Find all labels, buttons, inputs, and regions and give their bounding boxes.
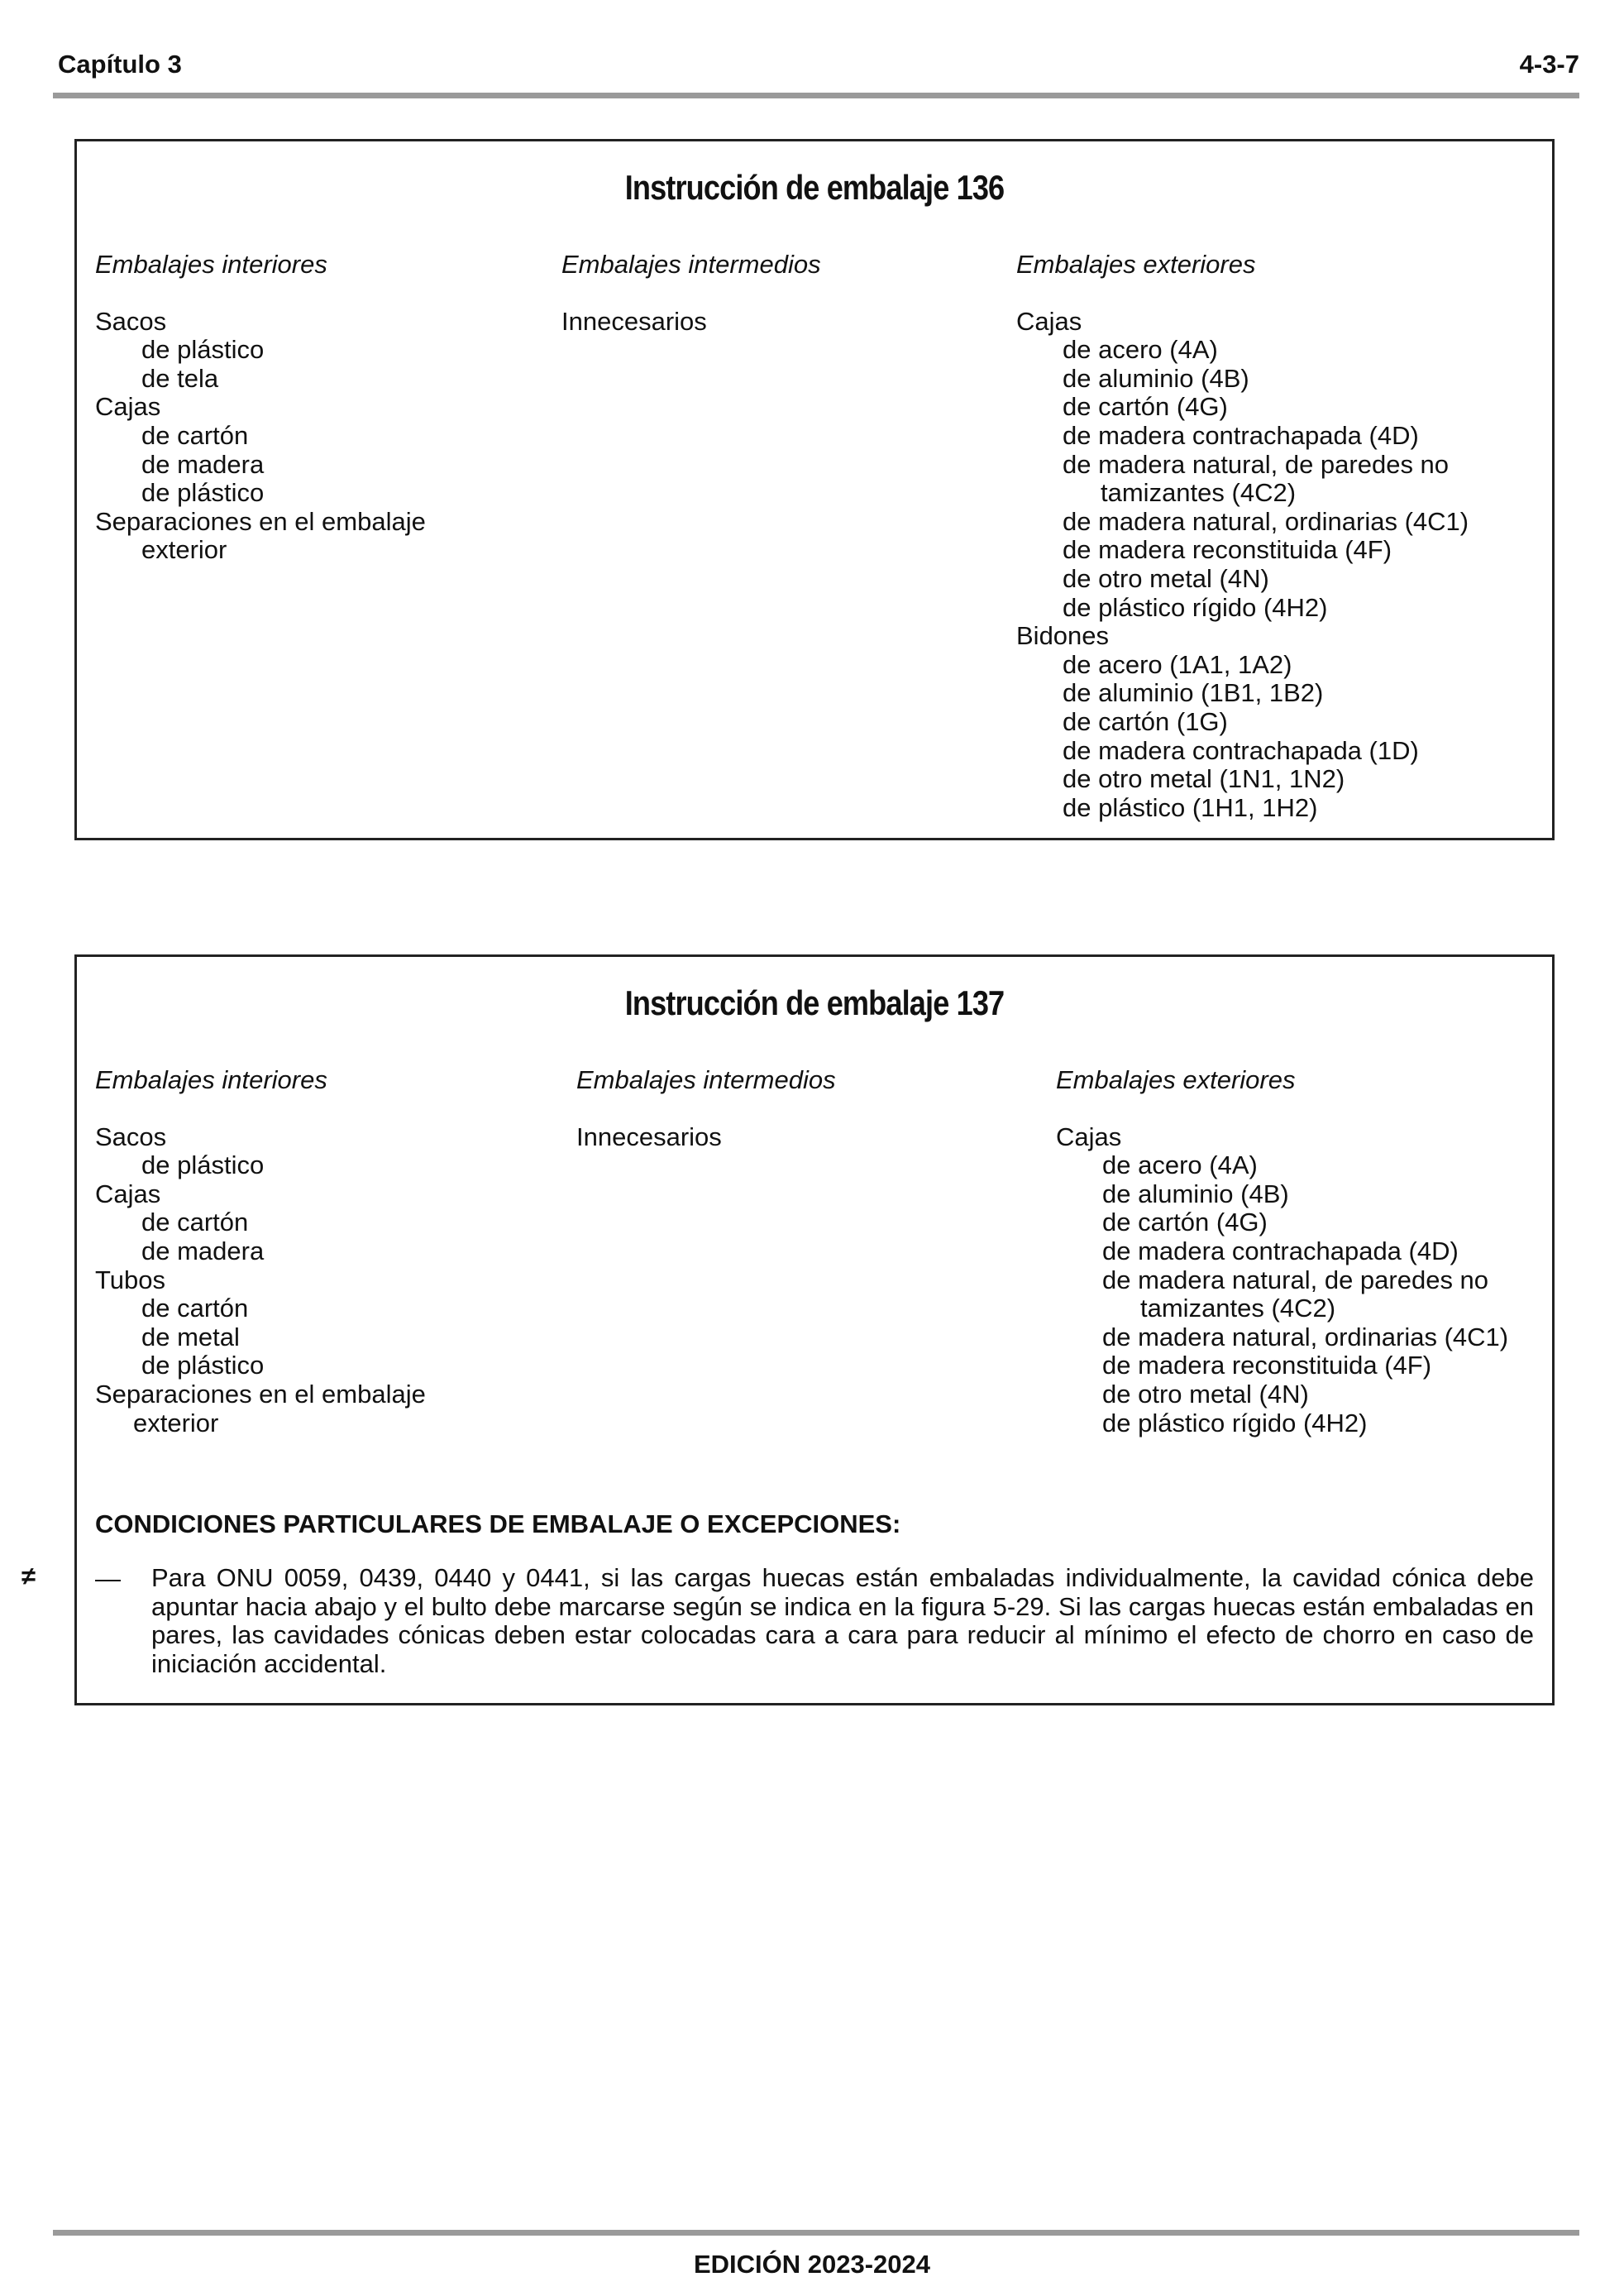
special-conditions-text: Para ONU 0059, 0439, 0440 y 0441, si las cargas huecas están embaladas individualmente, la cavidad cónica debe apuntar hacia abajo y el bulto debe marcarse según se indica en la figura 5-29. Si las cargas huecas están embaladas en pares, las cavidades cónicas deben estar colocadas cara a cara para reducir al mínimo el efecto de chorro en caso de iniciación accidental. [151, 1563, 1534, 1678]
header-rule [53, 93, 1579, 98]
list-item: de tela [141, 363, 219, 393]
list-item: Cajas [95, 1179, 161, 1208]
list-item: de cartón [141, 1294, 249, 1323]
pi137-outer-heading: Embalajes exteriores [1056, 1065, 1296, 1094]
list-item: de madera reconstituida (4F) [1102, 1351, 1432, 1380]
list-item: de plástico [141, 1150, 265, 1180]
list-item: de aluminio (4B) [1102, 1179, 1289, 1208]
list-item: Cajas [1016, 306, 1082, 336]
list-item: Cajas [95, 392, 161, 422]
list-item: de cartón [141, 1208, 249, 1237]
list-item: exterior [141, 535, 227, 565]
pi137-title: Instrucción de embalaje 137 [624, 983, 1005, 1022]
pi136-intermediate-heading: Embalajes intermedios [561, 250, 821, 279]
pi136-intermediate-column [561, 251, 991, 336]
list-item: Innecesarios [576, 1122, 722, 1151]
packing-instruction-136 [74, 139, 1555, 840]
pi136-outer-heading: Embalajes exteriores [1016, 250, 1256, 279]
list-item: de metal [141, 1322, 240, 1351]
list-item: de madera [141, 449, 265, 479]
pi137-intermediate-column [576, 1066, 1023, 1151]
list-item: de aluminio (4B) [1063, 363, 1249, 393]
list-item: de madera natural, ordinarias (4C1) [1063, 506, 1469, 536]
pi136-inner-heading: Embalajes interiores [95, 250, 327, 279]
list-item: de plástico [141, 335, 265, 365]
page-number: 4-3-7 [1519, 50, 1579, 79]
list-item: de madera [141, 1236, 265, 1265]
footer-rule [53, 2230, 1579, 2236]
edition-footer: EDICIÓN 2023-2024 [693, 2250, 931, 2279]
pi136-outer-column [1016, 251, 1545, 822]
list-item: de madera natural, de paredes no [1063, 449, 1450, 479]
list-item: de cartón [141, 420, 249, 450]
list-item: Innecesarios [561, 306, 707, 336]
pi137-outer-column [1056, 1066, 1552, 1437]
list-item: de cartón (4G) [1063, 392, 1228, 422]
list-item: de madera contrachapada (4D) [1102, 1236, 1459, 1265]
amendment-mark-icon: ≠ [21, 1562, 36, 1590]
list-item: de otro metal (4N) [1063, 563, 1269, 593]
list-item: Separaciones en el embalaje [95, 506, 426, 536]
list-item: de plástico [141, 478, 265, 508]
list-item: de madera reconstituida (4F) [1063, 535, 1392, 565]
list-item: Tubos [95, 1265, 166, 1294]
pi136-title: Instrucción de embalaje 136 [624, 168, 1005, 207]
chapter-label: Capítulo 3 [58, 50, 182, 79]
pi137-inner-column [95, 1066, 558, 1437]
list-item: de acero (1A1, 1A2) [1063, 649, 1292, 679]
list-item: exterior [133, 1408, 219, 1437]
list-item: de plástico rígido (4H2) [1063, 592, 1328, 622]
list-item: de cartón (4G) [1102, 1208, 1268, 1237]
list-item: de plástico [141, 1351, 265, 1380]
special-conditions-heading: CONDICIONES PARTICULARES DE EMBALAJE O EXCEPCIONES: [95, 1509, 901, 1538]
list-item: Cajas [1056, 1122, 1122, 1151]
list-item: de cartón (1G) [1063, 706, 1228, 736]
list-item: de madera natural, ordinarias (4C1) [1102, 1322, 1509, 1351]
list-item: de madera contrachapada (1D) [1063, 735, 1419, 765]
list-item: de plástico (1H1, 1H2) [1063, 792, 1318, 822]
pi137-inner-heading: Embalajes interiores [95, 1065, 327, 1094]
list-item: de plástico rígido (4H2) [1102, 1408, 1368, 1437]
pi136-inner-column [95, 251, 542, 565]
list-item: de acero (4A) [1102, 1150, 1258, 1180]
list-item: Bidones [1016, 621, 1110, 651]
list-item: tamizantes (4C2) [1140, 1294, 1336, 1323]
list-item: de madera contrachapada (4D) [1063, 420, 1419, 450]
packing-instruction-137 [74, 954, 1555, 1705]
list-item: Sacos [95, 1122, 167, 1151]
pi137-intermediate-heading: Embalajes intermedios [576, 1065, 836, 1094]
em-dash: — [95, 1564, 121, 1593]
list-item: tamizantes (4C2) [1101, 478, 1297, 508]
list-item: de otro metal (4N) [1102, 1379, 1309, 1409]
list-item: Separaciones en el embalaje [95, 1379, 426, 1409]
list-item: de otro metal (1N1, 1N2) [1063, 764, 1345, 794]
list-item: de madera natural, de paredes no [1102, 1265, 1489, 1294]
list-item: de acero (4A) [1063, 335, 1218, 365]
list-item: Sacos [95, 306, 167, 336]
list-item: de aluminio (1B1, 1B2) [1063, 678, 1324, 708]
